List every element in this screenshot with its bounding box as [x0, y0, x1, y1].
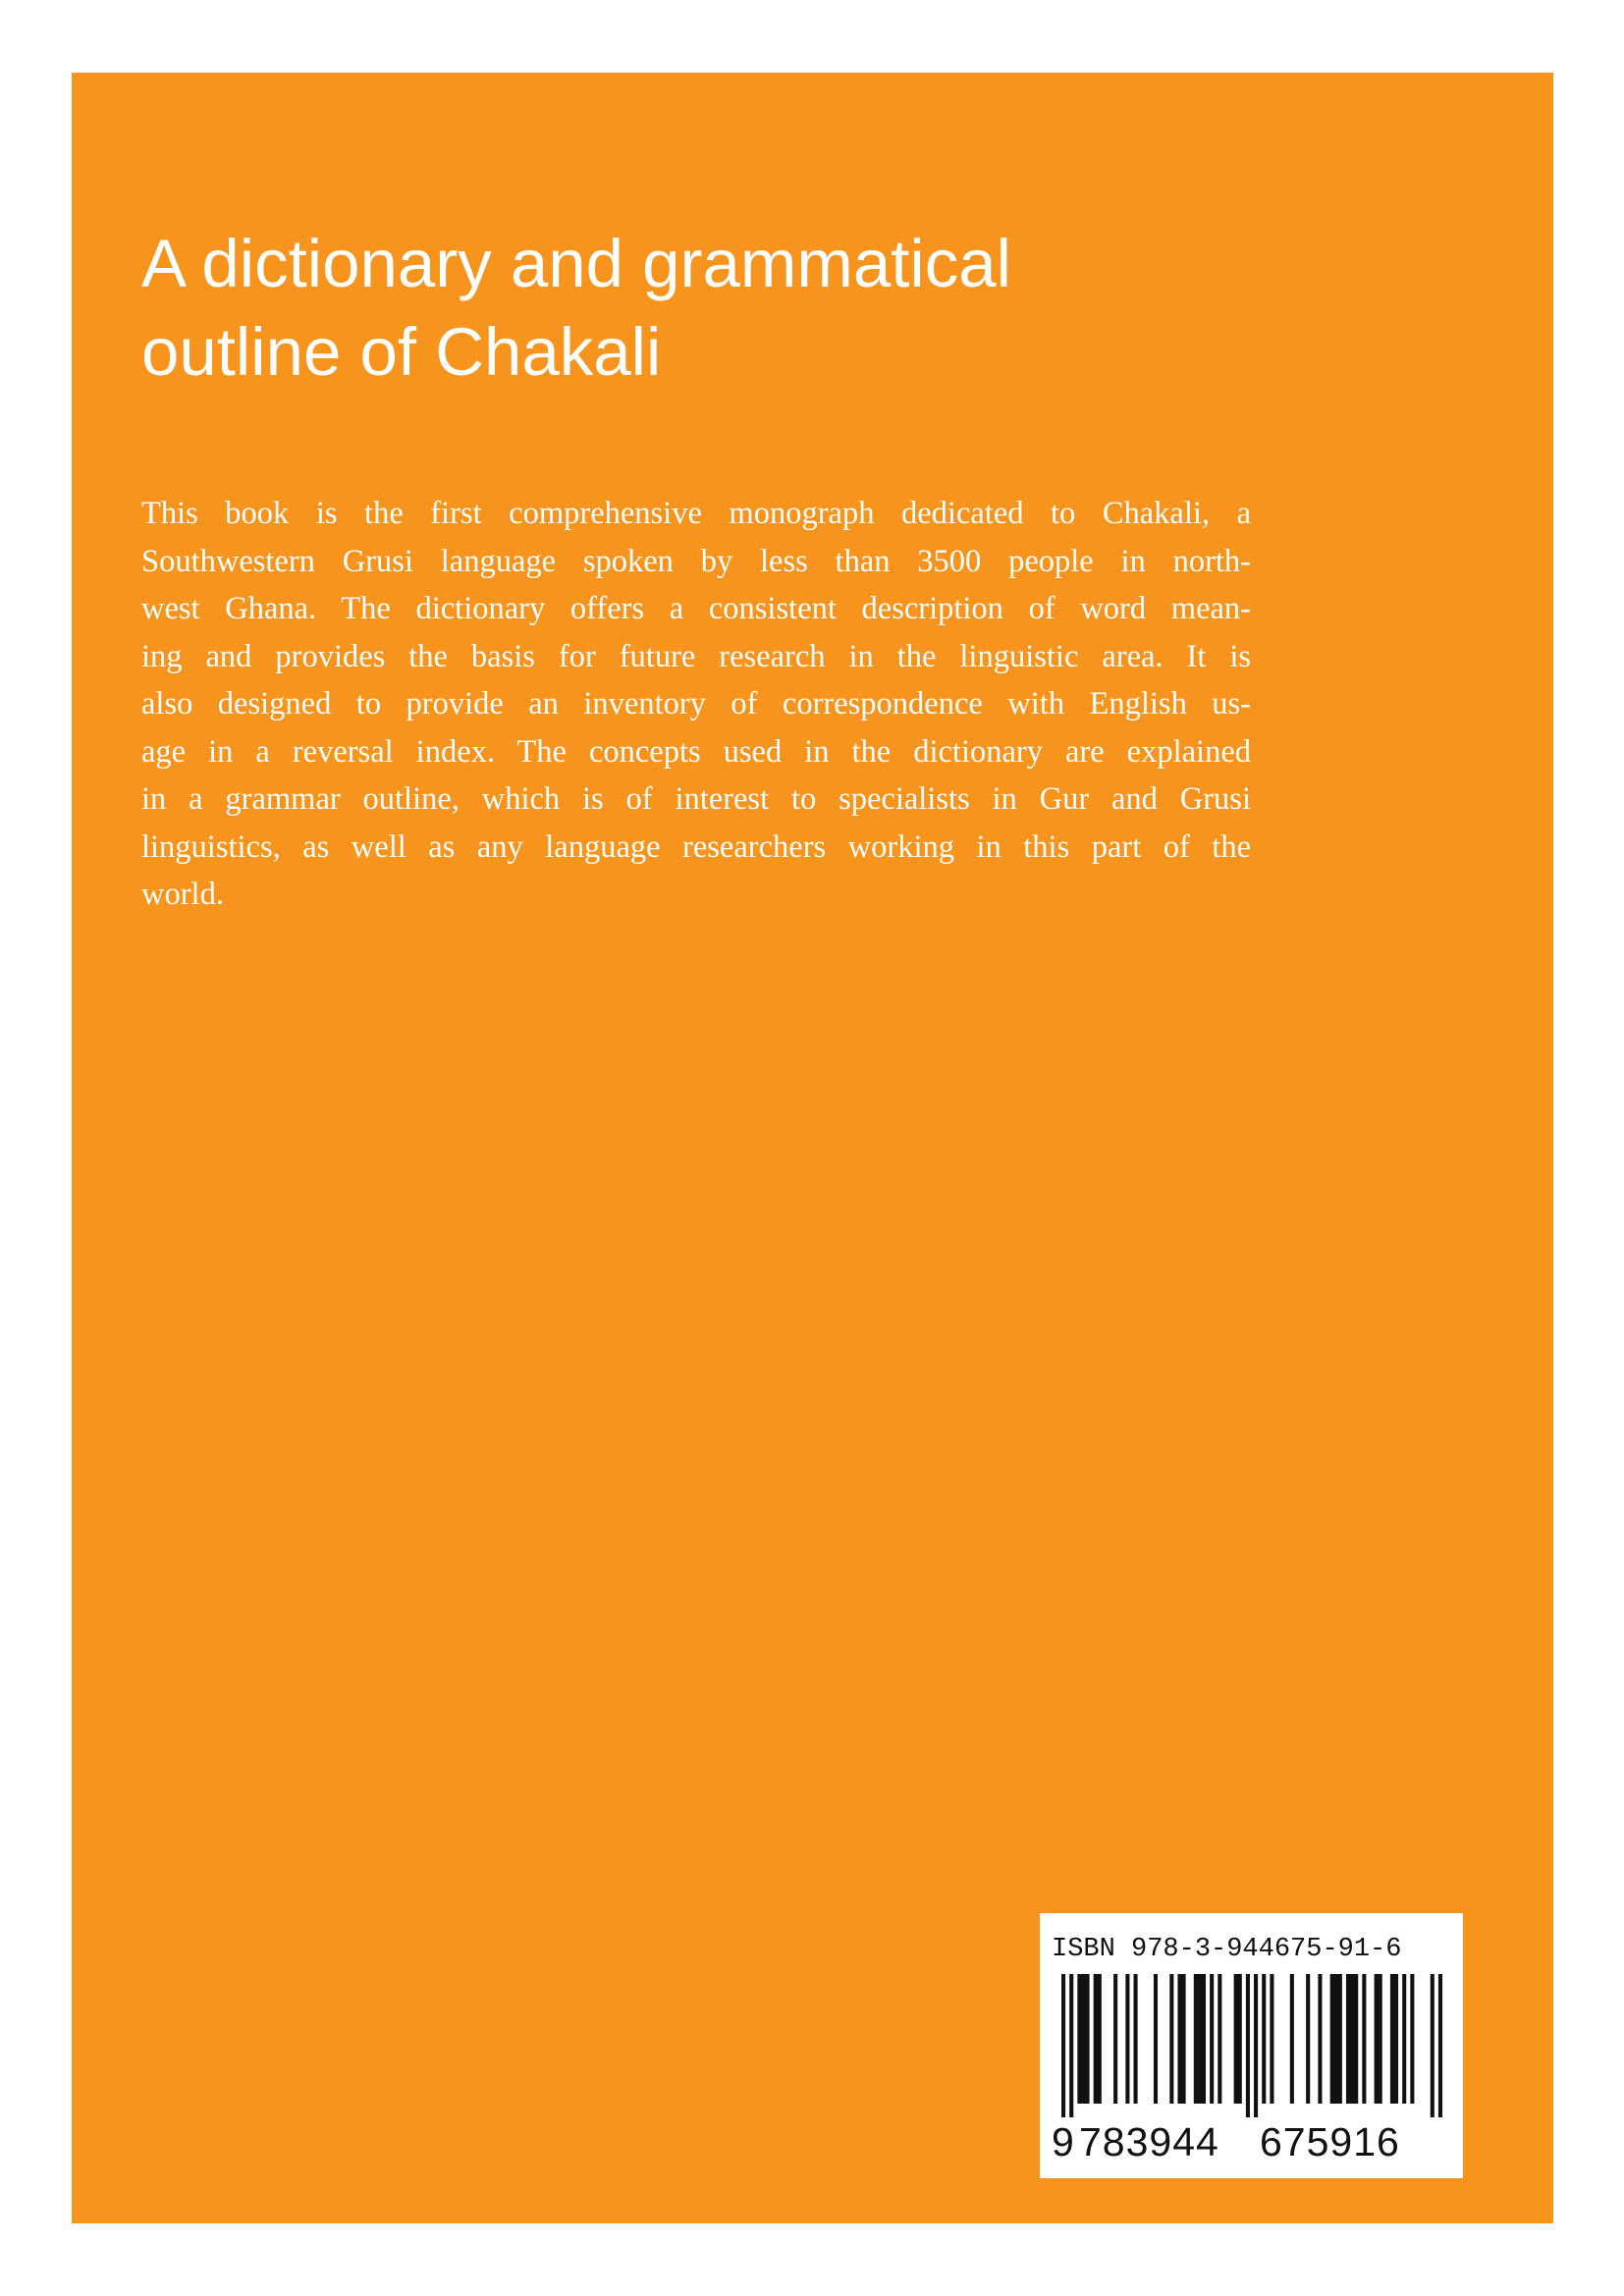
barcode-bar [1270, 1974, 1273, 2104]
barcode-bar [1318, 1974, 1322, 2104]
book-blurb [141, 490, 1251, 919]
blurb-line: This book is the first comprehensive monograph dedicated to Chakali, a [141, 496, 1251, 531]
blurb-line: world. [141, 877, 224, 912]
blurb-line: Southwestern Grusi language spoken by less than 3500 people in north- [141, 543, 1251, 579]
blurb-line: ing and provides the basis for future research in the linguistic area. It is [141, 638, 1251, 674]
barcode-bar [1113, 1974, 1117, 2104]
ean-first-digit: 9 [1052, 2119, 1074, 2164]
barcode-guard-bar [1431, 1974, 1435, 2117]
ean-left-digits: 783944 [1079, 2119, 1219, 2164]
blurb-line: in a grammar outline, which is of interest to specialists in Gur and Grusi [141, 781, 1251, 817]
barcode-bar [1210, 1974, 1214, 2104]
barcode-bars [1061, 1974, 1442, 2117]
barcode-bar [1290, 1974, 1294, 2104]
barcode-bar [1177, 1974, 1185, 2104]
barcode-bar [1362, 1974, 1366, 2104]
blurb-line: age in a reversal index. The concepts used in the dictionary are explained [141, 733, 1251, 770]
barcode-bar [1410, 1974, 1414, 2104]
back-cover [72, 73, 1553, 2223]
barcode-bar [1375, 1974, 1382, 2104]
book-title-line: A dictionary and grammatical [141, 226, 1011, 301]
barcode-bar [1262, 1974, 1266, 2104]
barcode-bar [1402, 1974, 1406, 2104]
barcode-bar [1194, 1974, 1206, 2104]
barcode-bar [1346, 1974, 1358, 2104]
barcode-guard-bar [1254, 1974, 1258, 2117]
barcode-bar [1390, 1974, 1398, 2104]
barcode-bar [1094, 1974, 1102, 2104]
barcode-bar [1134, 1974, 1138, 2104]
barcode-guard-bar [1246, 1974, 1250, 2117]
barcode-guard-bar [1438, 1974, 1442, 2117]
barcode-bar [1218, 1974, 1221, 2104]
barcode-bar [1330, 1974, 1342, 2104]
isbn-barcode [1040, 1913, 1463, 2178]
blurb-line: linguistics, as well as any language researchers working in this part of the [141, 828, 1251, 865]
book-title-line: outline of Chakali [141, 314, 662, 390]
barcode-guard-bar [1069, 1974, 1073, 2117]
barcode-bar [1306, 1974, 1310, 2104]
ean-right-digits: 675916 [1260, 2119, 1400, 2164]
isbn-number: ISBN 978-3-944675-91-6 [1052, 1935, 1402, 1964]
barcode-bar [1154, 1974, 1158, 2104]
blurb-line: west Ghana. The dictionary offers a consistent description of word mean- [141, 591, 1251, 626]
blurb-line: also designed to provide an inventory of correspondence with English us- [141, 686, 1251, 721]
barcode-guard-bar [1061, 1974, 1065, 2117]
barcode-bar [1169, 1974, 1173, 2104]
ean-digits [1052, 2119, 1454, 2164]
barcode-bar [1125, 1974, 1129, 2104]
barcode-bar [1077, 1974, 1089, 2104]
barcode-bar [1234, 1974, 1242, 2104]
book-title [141, 220, 1320, 397]
